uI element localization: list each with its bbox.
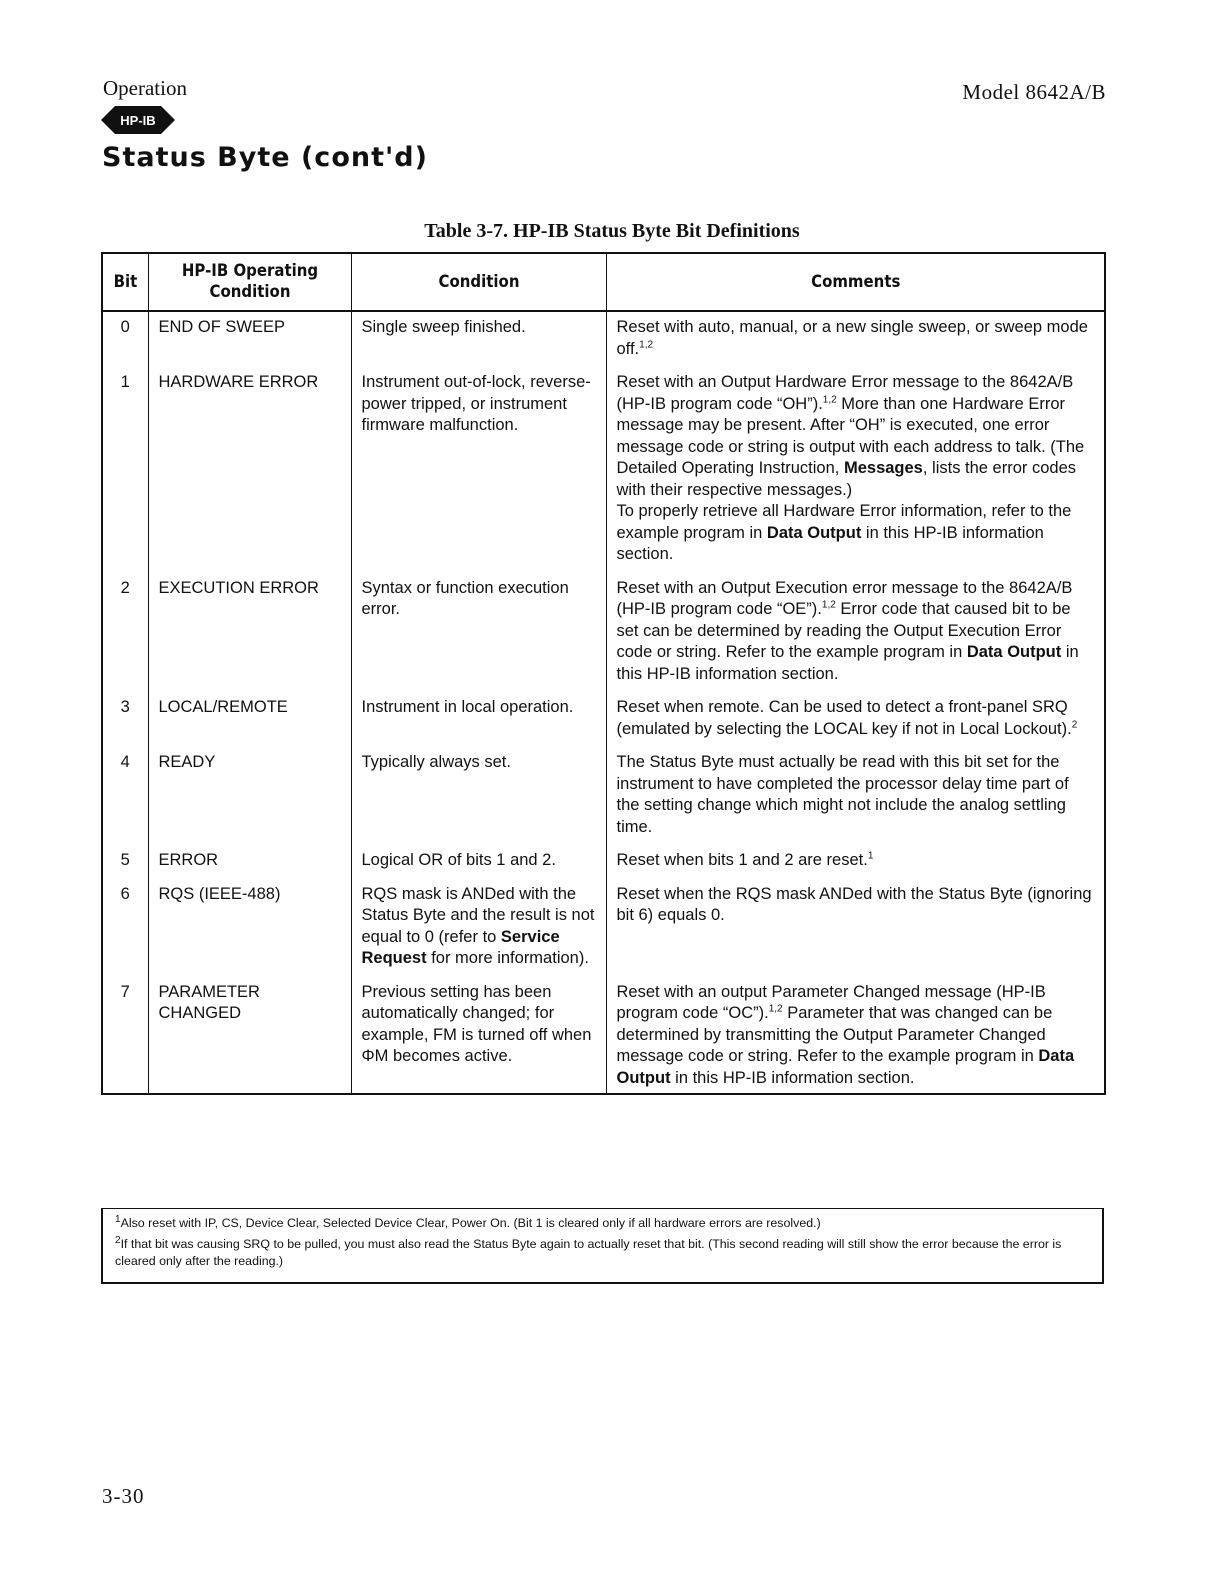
table-row: [102, 845, 1105, 879]
condition-cell: Instrument in local operation.: [351, 692, 606, 747]
condition-cell: Typically always set.: [351, 747, 606, 845]
status-byte-table: [101, 252, 1106, 1095]
column-header: Condition: [351, 253, 606, 311]
table-header-row: [102, 253, 1105, 311]
column-header: Bit: [102, 253, 148, 311]
operating-condition-cell: READY: [148, 747, 351, 845]
comments-cell: Reset with an Output Hardware Error message to the 8642A/B (HP-IB program code “OH”).$^{1,2}$ More than one Hardware Error message may be present. After “OH” is executed, one error message code or string is output with each address to talk. (The Detailed Operating Instruction, Messages, lists the error codes with their respective messages.) To properly retrieve all Hardware Error information, refer to the example program in Data Output in this HP-IB information section.: [606, 367, 1105, 573]
bit-cell: 6: [102, 879, 148, 977]
condition-cell: Instrument out-of-lock, reverse-power tripped, or instrument firmware malfunction.: [351, 367, 606, 573]
comments-cell: Reset when remote. Can be used to detect a front-panel SRQ (emulated by selecting the LOCAL key if not in Local Lockout).$^2$: [606, 692, 1105, 747]
condition-cell: Logical OR of bits 1 and 2.: [351, 845, 606, 879]
bit-cell: 3: [102, 692, 148, 747]
comments-cell: Reset with auto, manual, or a new single sweep, or sweep mode off.$^{1,2}$: [606, 311, 1105, 367]
bit-cell: 5: [102, 845, 148, 879]
operating-condition-cell: LOCAL/REMOTE: [148, 692, 351, 747]
comments-cell: The Status Byte must actually be read with this bit set for the instrument to have completed the processor delay time part of the setting change which might not include the analog settling time.: [606, 747, 1105, 845]
section-label: Operation: [103, 76, 187, 100]
comments-cell: Reset with an output Parameter Changed message (HP-IB program code “OC”).$^{1,2}$ Parameter that was changed can be determined by transmitting the Output Parameter Changed message code or string. Refer to the example program in Data Output in this HP-IB information section.: [606, 977, 1105, 1095]
condition-cell: Previous setting has been automatically changed; for example, FM is turned off when ΦM becomes active.: [351, 977, 606, 1095]
operating-condition-cell: PARAMETER CHANGED: [148, 977, 351, 1095]
operating-condition-cell: HARDWARE ERROR: [148, 367, 351, 573]
condition-cell: Single sweep finished.: [351, 311, 606, 367]
hp-ib-badge: [101, 106, 175, 134]
table-row: [102, 879, 1105, 977]
column-header: Comments: [606, 253, 1105, 311]
bit-cell: 1: [102, 367, 148, 573]
bit-cell: 4: [102, 747, 148, 845]
table-row: [102, 311, 1105, 367]
table-caption: Table 3-7. HP-IB Status Byte Bit Definitions: [424, 220, 800, 242]
comments-cell: Reset with an Output Execution error message to the 8642A/B (HP-IB program code “OE”).$^{1,2}$ Error code that caused bit to be set can be determined by reading the Output Execution Error code or string. Refer to the example program in Data Output in this HP-IB information section.: [606, 573, 1105, 693]
page-title: Status Byte (cont'd): [102, 142, 428, 173]
table-row: [102, 977, 1105, 1095]
model-label: Model 8642A/B: [962, 80, 1106, 104]
operating-condition-cell: EXECUTION ERROR: [148, 573, 351, 693]
comments-cell: Reset when the RQS mask ANDed with the Status Byte (ignoring bit 6) equals 0.: [606, 879, 1105, 977]
operating-condition-cell: END OF SWEEP: [148, 311, 351, 367]
hp-ib-badge-label: HP-IB: [120, 113, 156, 128]
condition-cell: Syntax or function execution error.: [351, 573, 606, 693]
table-footnotes: [101, 1208, 1104, 1284]
column-header: HP-IB Operating Condition: [148, 253, 351, 311]
condition-cell: RQS mask is ANDed with the Status Byte and the result is not equal to 0 (refer to Service Request for more information).: [351, 879, 606, 977]
comments-cell: Reset when bits 1 and 2 are reset.$^1$: [606, 845, 1105, 879]
bit-cell: 7: [102, 977, 148, 1095]
page-number: 3-30: [102, 1484, 145, 1508]
bit-cell: 2: [102, 573, 148, 693]
operating-condition-cell: ERROR: [148, 845, 351, 879]
table-row: [102, 367, 1105, 573]
table-row: [102, 747, 1105, 845]
bit-cell: 0: [102, 311, 148, 367]
table-row: [102, 692, 1105, 747]
table-row: [102, 573, 1105, 693]
operating-condition-cell: RQS (IEEE-488): [148, 879, 351, 977]
footnote: $^2$If that bit was causing SRQ to be pulled, you must also read the Status Byte again to actually reset that bit. (This second reading will still show the error because the error is cleared only after the reading.): [115, 1234, 1062, 1268]
footnote: $^1$Also reset with IP, CS, Device Clear, Selected Device Clear, Power On. (Bit 1 is cleared only if all hardware errors are resolved.): [115, 1213, 821, 1230]
